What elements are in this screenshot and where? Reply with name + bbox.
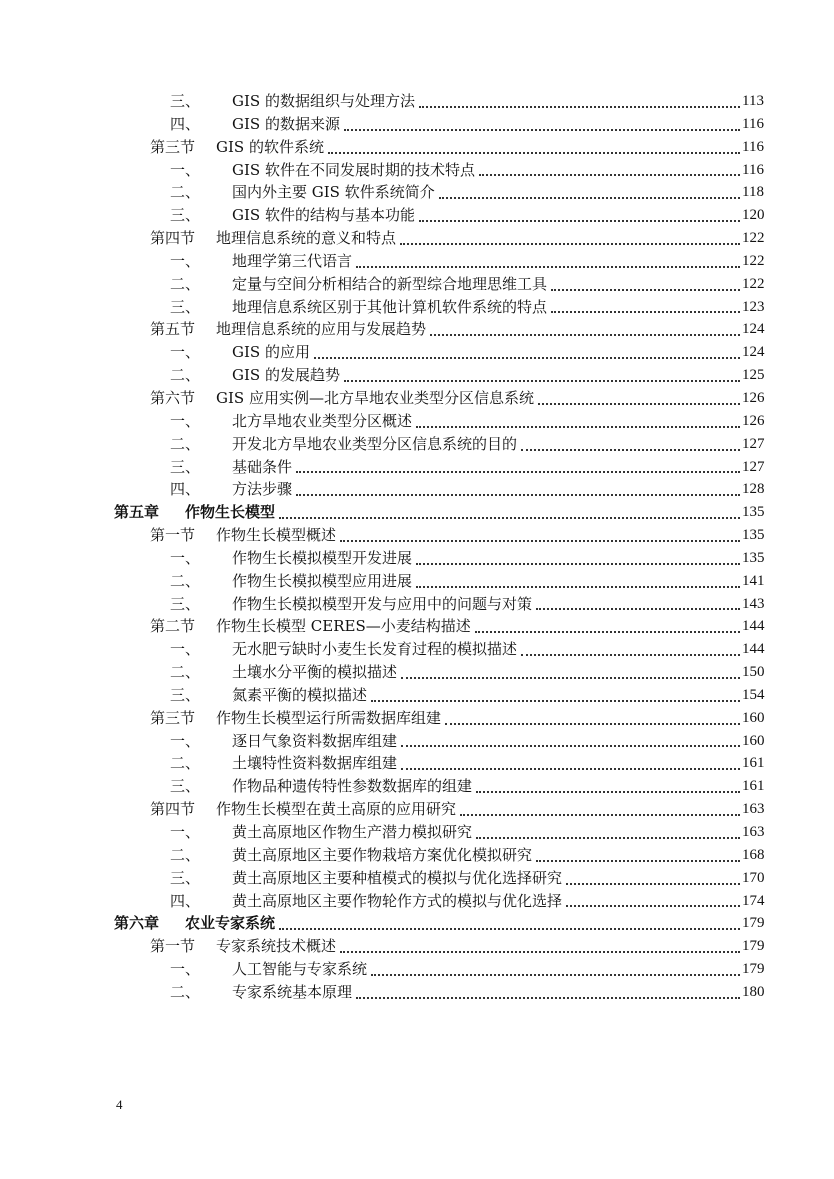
toc-entry-page: 116 xyxy=(742,115,764,132)
toc-entry-page: 126 xyxy=(742,412,765,429)
toc-entry-page: 116 xyxy=(742,161,764,178)
toc-entry-label: 第六节 xyxy=(150,388,196,407)
toc-entry-label: 二、 xyxy=(170,274,201,293)
table-of-contents xyxy=(0,90,834,1004)
dot-leader xyxy=(279,905,740,930)
dot-leader xyxy=(356,243,740,268)
dot-leader xyxy=(521,631,740,656)
toc-entry-title: 黄土高原地区主要种植模式的模拟与优化选择研究 xyxy=(232,868,563,887)
toc-entry-label: 一、 xyxy=(170,251,201,270)
toc-entry-label: 一、 xyxy=(170,343,201,362)
toc-entry-label: 第五章 xyxy=(114,503,160,522)
toc-entry-label: 三、 xyxy=(170,92,201,110)
toc-entry-title: 地理学第三代语言 xyxy=(232,251,353,270)
toc-entry-title: GIS 软件的结构与基本功能 xyxy=(232,206,415,225)
toc-entry-label: 二、 xyxy=(170,754,201,773)
toc-entry-label: 二、 xyxy=(170,663,201,682)
toc-entry-page: 168 xyxy=(742,846,765,863)
toc-entry-title: 地理信息系统的意义和特点 xyxy=(216,229,397,248)
toc-entry-label: 第四节 xyxy=(150,800,196,819)
dot-leader xyxy=(416,540,740,565)
toc-entry-title: 土壤水分平衡的模拟描述 xyxy=(232,663,398,682)
dot-leader xyxy=(419,83,740,108)
dot-leader xyxy=(400,220,740,245)
toc-entry-title: 地理信息系统的应用与发展趋势 xyxy=(216,320,427,339)
dot-leader xyxy=(340,517,740,542)
toc-entry-title: 开发北方旱地农业类型分区信息系统的目的 xyxy=(232,434,518,453)
toc-entry-page: 124 xyxy=(742,321,765,338)
toc-entry-title: 作物生长模型 xyxy=(185,503,276,522)
toc-entry-page: 120 xyxy=(742,207,765,224)
toc-entry-title: 作物生长模拟模型应用进展 xyxy=(232,571,413,590)
dot-leader xyxy=(439,174,740,199)
toc-entry-page: 113 xyxy=(742,93,764,109)
toc-entry-label: 三、 xyxy=(170,457,201,476)
dot-leader xyxy=(460,791,740,816)
toc-entry-title: 国内外主要 GIS 软件系统简介 xyxy=(232,183,435,202)
toc-entry-page: 160 xyxy=(742,732,765,749)
dot-leader xyxy=(401,654,740,679)
toc-entry-label: 三、 xyxy=(170,297,201,316)
toc-entry-title: GIS 的数据来源 xyxy=(232,114,340,133)
dot-leader xyxy=(296,471,740,496)
page-number: 4 xyxy=(116,1097,123,1112)
toc-entry-label: 二、 xyxy=(170,982,201,1001)
toc-entry-page: 179 xyxy=(742,915,765,932)
toc-entry-label: 一、 xyxy=(170,960,201,979)
toc-entry-label: 第三节 xyxy=(150,708,196,727)
dot-leader xyxy=(538,380,740,405)
toc-entry-page: 179 xyxy=(742,938,765,955)
dot-leader xyxy=(344,357,740,382)
toc-entry-page: 150 xyxy=(742,664,765,681)
toc-entry-label: 一、 xyxy=(170,640,201,659)
toc-entry-page: 135 xyxy=(742,527,765,544)
toc-entry-label: 第一节 xyxy=(150,937,196,956)
toc-entry-page: 170 xyxy=(742,869,765,886)
toc-entry-label: 二、 xyxy=(170,571,201,590)
dot-leader xyxy=(371,951,740,976)
toc-entry-title: 专家系统技术概述 xyxy=(216,937,337,956)
toc-entry-label: 第一节 xyxy=(150,526,196,545)
dot-leader xyxy=(419,197,740,222)
toc-entry-page: 161 xyxy=(742,755,765,772)
dot-leader xyxy=(479,152,740,177)
toc-entry-page: 123 xyxy=(742,298,765,315)
toc-entry-page: 144 xyxy=(742,641,765,658)
toc-entry-label: 第三节 xyxy=(150,137,196,156)
dot-leader xyxy=(344,106,740,131)
toc-entry-label: 三、 xyxy=(170,777,201,796)
dot-leader xyxy=(566,883,740,908)
toc-entry-title: 专家系统基本原理 xyxy=(232,982,353,1001)
toc-entry-label: 二、 xyxy=(170,434,201,453)
dot-leader xyxy=(551,289,740,314)
toc-entry-title: 人工智能与专家系统 xyxy=(232,960,368,979)
toc-entry-title: 氮素平衡的模拟描述 xyxy=(232,685,368,704)
toc-entry-title: 黄土高原地区作物生产潜力模拟研究 xyxy=(232,823,473,841)
dot-leader xyxy=(416,403,740,428)
toc-entry-label: 一、 xyxy=(170,548,201,567)
dot-leader xyxy=(476,814,740,839)
toc-entry-page: 154 xyxy=(742,686,765,703)
toc-entry-label: 二、 xyxy=(170,845,201,864)
toc-entry-title: GIS 的应用 xyxy=(232,343,310,362)
toc-entry-page: 143 xyxy=(742,595,765,612)
toc-entry-page: 124 xyxy=(742,344,765,361)
toc-entry-title: 北方旱地农业类型分区概述 xyxy=(232,411,413,430)
toc-entry-label: 二、 xyxy=(170,183,201,202)
toc-entry-page: 122 xyxy=(742,230,765,247)
toc-entry-page: 125 xyxy=(742,367,765,384)
dot-leader xyxy=(536,586,740,611)
toc-entry-title: 地理信息系统区别于其他计算机软件系统的特点 xyxy=(232,297,548,316)
toc-entry-label: 四、 xyxy=(170,114,201,133)
toc-entry-page: 127 xyxy=(742,458,765,475)
toc-entry-title: GIS 的发展趋势 xyxy=(232,366,340,385)
dot-leader xyxy=(536,837,740,862)
dot-leader xyxy=(296,449,740,474)
toc-entry-title: 作物生长模型概述 xyxy=(216,526,337,545)
toc-entry-page: 127 xyxy=(742,435,765,452)
dot-leader xyxy=(475,608,740,633)
toc-entry-label: 第四节 xyxy=(150,229,196,248)
toc-entry-page: 122 xyxy=(742,275,765,292)
toc-entry-label: 第二节 xyxy=(150,617,196,636)
toc-entry-label: 四、 xyxy=(170,891,201,910)
toc-entry-label: 三、 xyxy=(170,685,201,704)
toc-entry-title: 作物生长模型 CERES—小麦结构描述 xyxy=(216,617,471,636)
toc-entry-label: 一、 xyxy=(170,823,201,841)
toc-entry-label: 三、 xyxy=(170,594,201,613)
toc-entry-title: 作物生长模拟模型开发与应用中的问题与对策 xyxy=(232,594,533,613)
toc-entry-label: 二、 xyxy=(170,366,201,385)
toc-entry-title: 农业专家系统 xyxy=(185,914,276,933)
dot-leader xyxy=(476,768,740,793)
toc-entry-label: 一、 xyxy=(170,411,201,430)
toc-entry-title: 土壤特性资料数据库组建 xyxy=(232,754,398,773)
toc-entry-page: 122 xyxy=(742,252,765,269)
toc-entry-title: GIS 的软件系统 xyxy=(216,137,324,156)
dot-leader xyxy=(430,311,740,336)
dot-leader xyxy=(356,974,740,999)
toc-entry-page: 135 xyxy=(742,549,765,566)
toc-entry-page: 116 xyxy=(742,138,764,155)
toc-entry-title: 方法步骤 xyxy=(232,480,293,499)
toc-entry-page: 135 xyxy=(742,504,765,521)
toc-entry-label: 一、 xyxy=(170,160,201,179)
toc-entry-page: 179 xyxy=(742,961,765,978)
toc-entry-title: 作物生长模拟模型开发进展 xyxy=(232,548,413,567)
dot-leader xyxy=(371,677,740,702)
toc-entry-page: 161 xyxy=(742,778,765,795)
dot-leader xyxy=(279,494,740,519)
toc-entry-page: 118 xyxy=(742,184,764,201)
toc-entry-label: 四、 xyxy=(170,480,201,499)
dot-leader xyxy=(401,723,740,748)
dot-leader xyxy=(551,266,740,291)
toc-entry-label: 三、 xyxy=(170,868,201,887)
toc-entry-title: 作物生长模型在黄土高原的应用研究 xyxy=(216,800,457,819)
toc-entry-page: 144 xyxy=(742,618,765,635)
toc-entry-title: 作物生长模型运行所需数据库组建 xyxy=(216,708,442,727)
toc-entry-label: 第六章 xyxy=(114,914,160,933)
toc-entry-title: 定量与空间分析相结合的新型综合地理思维工具 xyxy=(232,274,548,293)
dot-leader xyxy=(566,860,740,885)
toc-entry-title: 作物品种遗传特性参数数据库的组建 xyxy=(232,777,473,796)
dot-leader xyxy=(521,426,740,451)
toc-entry-page: 128 xyxy=(742,481,765,498)
toc-entry-label: 一、 xyxy=(170,731,201,750)
toc-entry-page: 126 xyxy=(742,389,765,406)
toc-entry-item[interactable] xyxy=(0,981,834,1004)
toc-entry-title: 基础条件 xyxy=(232,457,293,476)
dot-leader xyxy=(340,928,740,953)
toc-entry-page: 163 xyxy=(742,801,765,818)
toc-entry-title: 逐日气象资料数据库组建 xyxy=(232,731,398,750)
dot-leader xyxy=(401,745,740,770)
toc-entry-title: GIS 软件在不同发展时期的技术特点 xyxy=(232,160,475,179)
toc-entry-page: 174 xyxy=(742,892,765,909)
toc-entry-page: 141 xyxy=(742,572,765,589)
dot-leader xyxy=(328,129,740,154)
toc-entry-title: GIS 的数据组织与处理方法 xyxy=(232,92,415,110)
toc-entry-page: 163 xyxy=(742,824,765,840)
toc-entry-label: 第五节 xyxy=(150,320,196,339)
toc-entry-title: 黄土高原地区主要作物轮作方式的模拟与优化选择 xyxy=(232,891,563,910)
toc-entry-title: 无水肥亏缺时小麦生长发育过程的模拟描述 xyxy=(232,640,518,659)
toc-entry-label: 三、 xyxy=(170,206,201,225)
toc-entry-title: GIS 应用实例—北方旱地农业类型分区信息系统 xyxy=(216,388,534,407)
dot-leader xyxy=(416,563,740,588)
toc-entry-title: 黄土高原地区主要作物栽培方案优化模拟研究 xyxy=(232,845,533,864)
dot-leader xyxy=(314,334,740,359)
toc-entry-page: 180 xyxy=(742,983,765,1000)
dot-leader xyxy=(445,700,740,725)
toc-entry-page: 160 xyxy=(742,709,765,726)
